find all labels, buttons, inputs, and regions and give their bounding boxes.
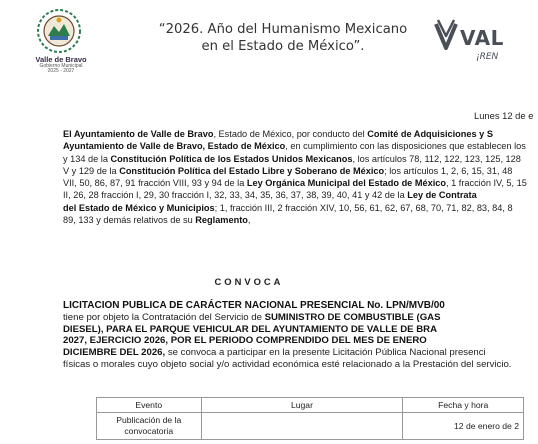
administration-years: 2025 - 2027 bbox=[47, 68, 75, 75]
government-label: Gobierno Municipal bbox=[39, 62, 83, 69]
cell-evento: Publicación de la convocatoria bbox=[97, 413, 202, 440]
table-row bbox=[97, 413, 524, 440]
header-evento: Evento bbox=[97, 398, 202, 413]
municipality-name: Valle de Bravo bbox=[35, 55, 87, 64]
header-slogan bbox=[138, 22, 428, 55]
intro-line-3: y 134 de la Constitución Política de los Estados Unidos Mexicanos, los artículos 78, 112, 122, 123, 125, 128 bbox=[63, 153, 521, 164]
call-line-4: 2027, EJERCICIO 2026, POR EL PERIODO COMPRENDIDO DEL MES DE ENERO bbox=[63, 335, 427, 347]
call-line-2: tiene por objeto la Contratación del Servicio de SUMINISTRO DE COMBUSTIBLE (GAS bbox=[63, 311, 441, 323]
call-line-5: DICIEMBRE DEL 2026, se convoca a participar en la presente Licitación Pública Nacional presenci bbox=[63, 347, 486, 359]
events-table bbox=[96, 397, 524, 440]
intro-line-1: El Ayuntamiento de Valle de Bravo, Estado de México, por conducto del Comité de Adquisiciones y S bbox=[63, 129, 493, 139]
call-paragraph bbox=[63, 300, 511, 371]
intro-line-5: VII, 50, 86, 87, 91 fracción VIII, 93 y 94 de la Ley Orgánica Municipal del Estado de México, 1 fracción IV, 5, 15 bbox=[63, 178, 527, 189]
convoca-heading: CONVOCA bbox=[214, 276, 284, 287]
intro-paragraph bbox=[63, 128, 527, 226]
brand-name: VAL bbox=[460, 26, 504, 50]
header-lugar: Lugar bbox=[201, 398, 403, 413]
intro-line-7: del Estado de México y Municipios; 1, fracción III, 2 fracción XIV, 10, 56, 61, 62, 67, 68, 70, 71, 82, 83, 84, 8 bbox=[63, 202, 513, 213]
cell-fecha: 12 de enero de 2 bbox=[403, 413, 524, 440]
slogan-line-2: en el Estado de México”. bbox=[201, 38, 365, 54]
brand-tagline: ¡REN bbox=[476, 52, 499, 62]
cell-lugar bbox=[201, 413, 403, 440]
call-line-3: DIESEL), PARA EL PARQUE VEHICULAR DEL AYUNTAMIENTO DE VALLE DE BRA bbox=[63, 323, 438, 335]
call-line-1: LICITACION PUBLICA DE CARÁCTER NACIONAL PRESENCIAL No. LPN/MVB/00 bbox=[63, 300, 445, 311]
call-line-6: físicas o morales cuyo objeto social y/o actividad económica esté relacionado a la Prestación del servicio. bbox=[63, 358, 512, 370]
header-fecha: Fecha y hora bbox=[403, 398, 524, 413]
municipal-seal-icon bbox=[36, 8, 82, 54]
document-date: Lunes 12 de e bbox=[474, 110, 534, 121]
intro-line-6: II, 26, 28 fracción I, 29, 30 fracción I, 32, 33, 34, 35, 36, 37, 38, 39, 40, 41 y 42 de la Ley de Contrata bbox=[63, 190, 477, 201]
intro-line-8: 89, 133 y demás relativos de su Reglamento, bbox=[63, 215, 251, 226]
table-header-row bbox=[97, 398, 524, 413]
intro-line-4: V y 129 de la Constitución Política del Estado Libre y Soberano de México; los artículos 1, 2, 6, 15, 31, 48 bbox=[63, 165, 513, 176]
seal-caption bbox=[20, 56, 102, 74]
slogan-line-1: “2026. Año del Humanismo Mexicano bbox=[158, 22, 408, 37]
intro-line-2: Ayuntamiento de Valle de Bravo, Estado de México, en cumplimiento con las disposiciones que establecen los bbox=[63, 141, 526, 152]
